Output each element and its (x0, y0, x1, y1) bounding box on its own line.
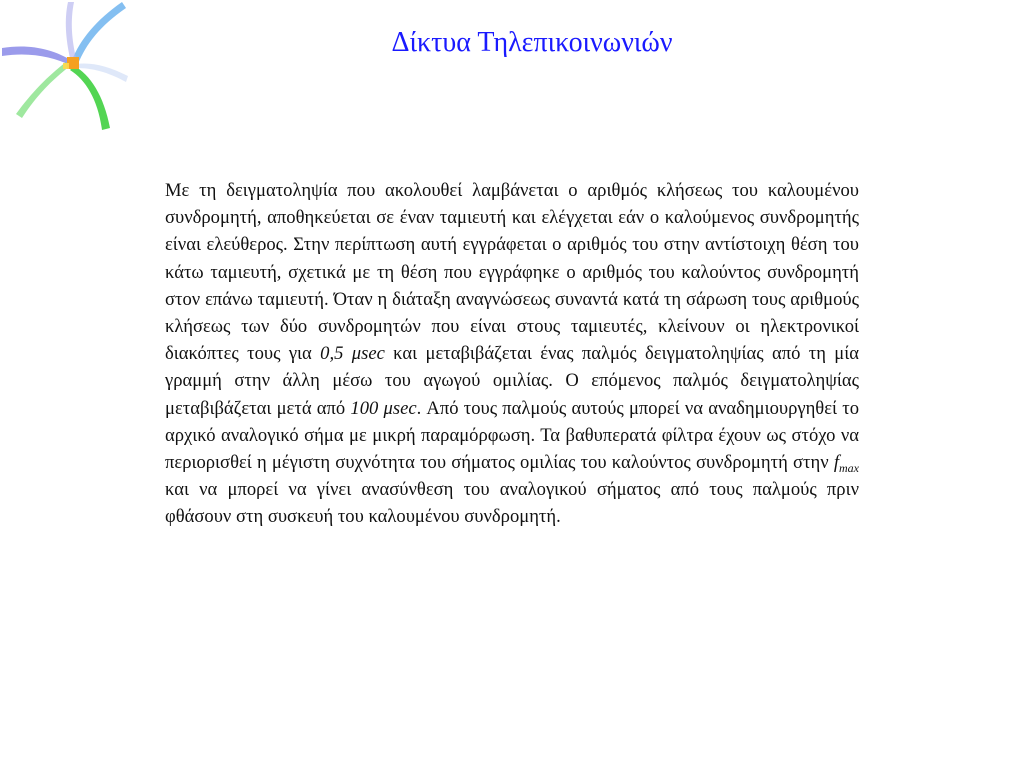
body-text-part4: και να μπορεί να γίνει ανασύνθεση του αναλογικού σήματος από τους παλμούς πριν φθάσουν στη συσκευή του καλουμένου συνδρομητή. (165, 479, 859, 528)
fmax-symbol (833, 452, 859, 476)
logo-graphic (0, 0, 130, 135)
duration-value-2: 100 μsec (350, 397, 417, 419)
body-text-part1: Με τη δειγματοληψία που ακολουθεί λαμβάνεται ο αριθμός κλήσεως του καλουμένου συνδρομητή, αποθηκεύεται σε έναν ταμιευτή και ελέγχεται εάν ο καλούμενος συνδρομητής είναι ελεύθερος. Στην περίπτωση αυτή εγγράφεται ο αριθμός του στην αντίστοιχη θέση του κάτω ταμιευτή, σχετικά με τη θέση που εγγράφηκε ο αριθμός του καλούντος συνδρομητή στον επάνω ταμιευτή. Όταν η διάταξη αναγνώσεως συναντά κατά τη σάρωση τους αριθμούς κλήσεως των δύο συνδρομητών που είναι στους ταμιευτές, κλείνουν οι ηλεκτρονικοί διακόπτες τους για (165, 180, 859, 365)
slide-title: Δίκτυα Τηλεπικοινωνιών (391, 27, 673, 58)
duration-value-1: 0,5 μsec (320, 343, 385, 365)
body-text-part2: και μεταβιβάζεται ένας παλμός δειγματοληψίας από τη μία γραμμή στην άλλη μέσω του αγωγού ομιλίας. Ο επόμενος παλμός δειγματοληψίας μεταβιβάζεται μετά από (165, 343, 859, 419)
fmax-f: f (833, 452, 839, 474)
logo-arm-green-left (16, 62, 70, 118)
body-paragraph (165, 177, 859, 531)
body-text-part3: . Από τους παλμούς αυτούς μπορεί να αναδημιουργηθεί το αρχικό αναλογικό σήμα με μικρή παραμόρφωση. Τα βαθυπερατά φίλτρα έχουν ως στόχο να περιορισθεί η μέγιστη συχνότητα του σήματος ομιλίας του καλούντος συνδρομητή στην (165, 397, 859, 474)
logo-arm-green (70, 66, 110, 130)
fmax-subscript: max (839, 461, 859, 476)
